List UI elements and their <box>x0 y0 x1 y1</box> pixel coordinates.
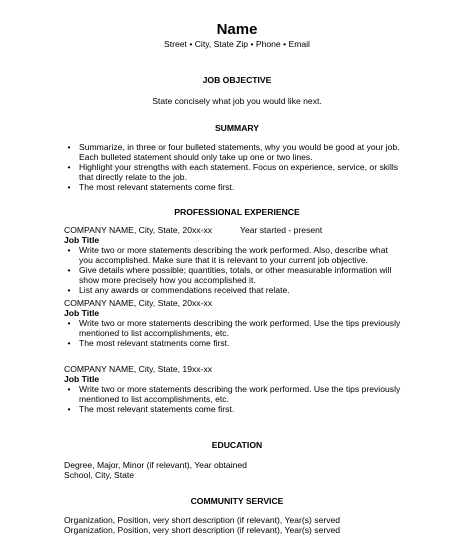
education-block <box>64 460 414 480</box>
bullet-icon: • <box>67 318 71 328</box>
bullet-icon: • <box>67 384 71 394</box>
job-company: COMPANY NAME, City, State, 20xx-xx <box>64 298 213 308</box>
education-degree: Degree, Major, Minor (if relevant), Year obtained <box>64 460 247 470</box>
job-company: COMPANY NAME, City, State, 19xx-xx <box>64 364 213 374</box>
summary-bullet <box>64 142 414 162</box>
job-company: COMPANY NAME, City, State, 20xx-xx <box>64 225 213 235</box>
job-title: Job Title <box>64 308 100 318</box>
job-objective-text: State concisely what job you would like next. <box>152 96 322 106</box>
community-entry: Organization, Position, very short description (if relevant), Year(s) served <box>64 515 341 525</box>
job-entry <box>64 225 414 295</box>
bullet-icon: • <box>67 338 71 348</box>
bullet-icon: • <box>67 265 71 275</box>
community-block <box>64 515 414 535</box>
education-school: School, City, State <box>64 470 135 480</box>
community-entry: Organization, Position, very short description (if relevant), Year(s) served <box>64 525 341 535</box>
bullet-line: Write two or more statements describing the work performed. Use the tips previously <box>79 318 401 328</box>
job-objective-heading: JOB OBJECTIVE <box>202 75 272 85</box>
bullet-line: show more precisely how you accomplished it. <box>79 275 256 285</box>
bullet-line: Give details where possible; quantities, totals, or other measurable information will <box>79 265 392 275</box>
bullet-icon: • <box>67 245 71 255</box>
bullet-line: The most relevant statements come first. <box>79 182 235 192</box>
job-entry <box>64 298 414 348</box>
bullet-icon: • <box>67 182 71 192</box>
bullet-line: Write two or more statements describing the work performed. Also, describe what <box>79 245 388 255</box>
bullet-line: Highlight your strengths with each statement. Focus on experience, service, or skills <box>79 162 399 172</box>
summary-heading: SUMMARY <box>214 123 260 133</box>
bullet-line: mentioned to list accomplishments, etc. <box>79 328 229 338</box>
bullet-line: The most relevant statments come first. <box>79 338 230 348</box>
bullet-line: List any awards or commendations received that relate. <box>79 285 290 295</box>
bullet-line: mentioned to list accomplishments, etc. <box>79 394 229 404</box>
job-bullet <box>64 338 414 348</box>
job-title: Job Title <box>64 235 100 245</box>
summary-list <box>64 142 414 192</box>
experience-heading: PROFESSIONAL EXPERIENCE <box>174 207 300 217</box>
bullet-icon: • <box>67 162 71 172</box>
job-bullet <box>64 404 414 414</box>
job-bullet <box>64 265 414 285</box>
community-heading: COMMUNITY SERVICE <box>190 496 284 506</box>
summary-bullet <box>64 182 414 192</box>
bullet-line: Summarize, in three or four bulleted statements, why you would be good at your job. <box>79 142 400 152</box>
job-company-line <box>64 225 414 235</box>
job-bullet <box>64 318 414 338</box>
job-bullet <box>64 285 414 295</box>
bullet-line: Write two or more statements describing the work performed. Use the tips previously <box>79 384 401 394</box>
bullet-line: you accomplished. Make sure that it is relevant to your current job objective. <box>79 255 368 265</box>
resume-name: Name <box>216 21 258 38</box>
bullet-line: Each bulleted statement should only take up one or two lines. <box>79 152 313 162</box>
job-bullet <box>64 384 414 404</box>
contact-info: Street • City, State Zip • Phone • Email <box>164 39 310 49</box>
bullet-icon: • <box>67 285 71 295</box>
education-heading: EDUCATION <box>211 440 263 450</box>
bullet-icon: • <box>67 404 71 414</box>
bullet-line: The most relevant statements come first. <box>79 404 235 414</box>
job-entry <box>64 364 414 414</box>
summary-bullet <box>64 162 414 182</box>
job-title: Job Title <box>64 374 100 384</box>
bullet-icon: • <box>67 142 71 152</box>
job-bullet <box>64 245 414 265</box>
job-dates-overlap: Year started - present <box>240 225 323 235</box>
bullet-line: that directly relate to the job. <box>79 172 187 182</box>
